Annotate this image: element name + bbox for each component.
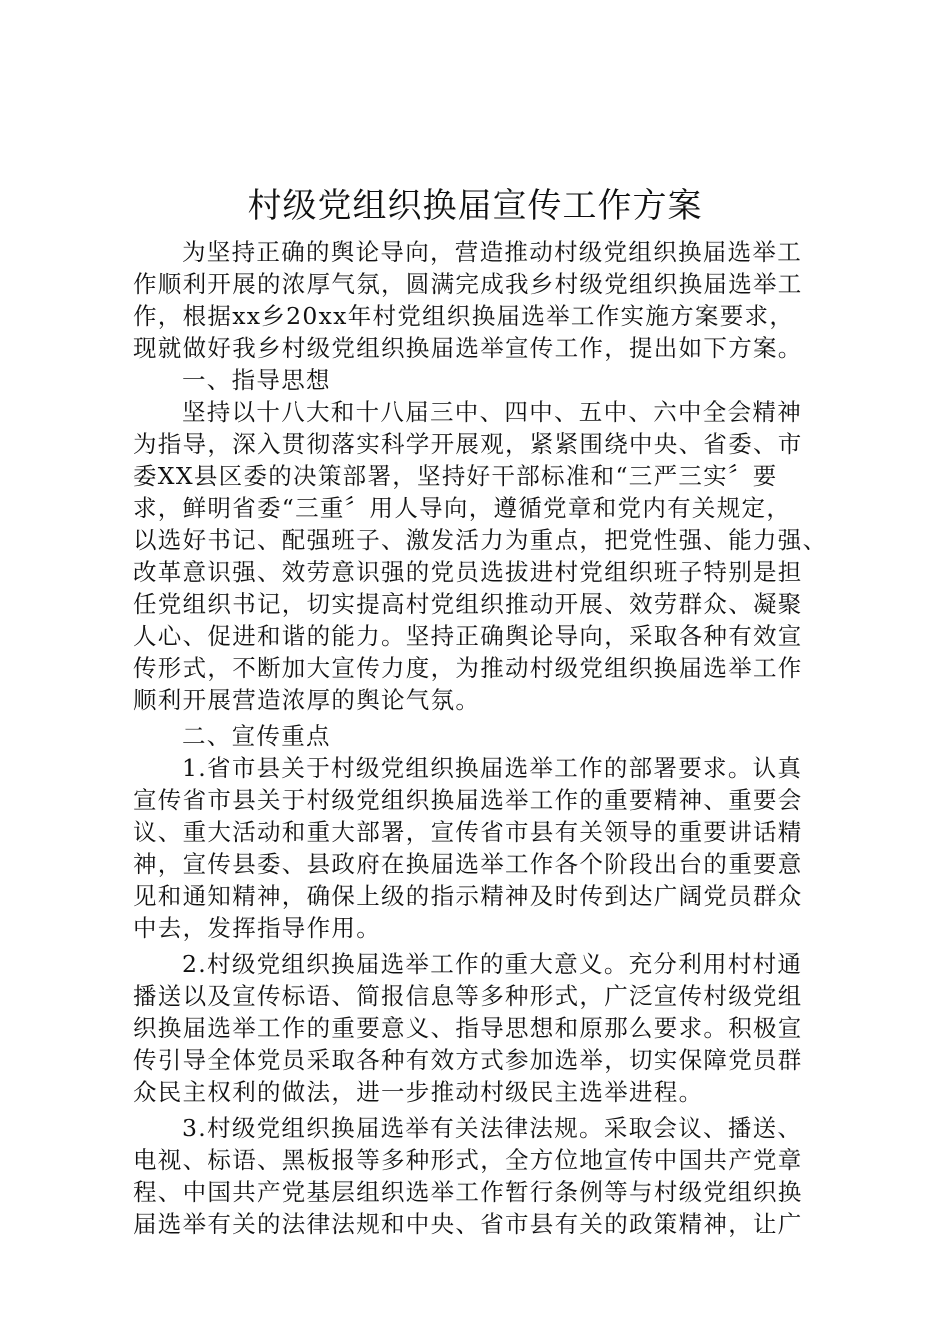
text-line: 委XX县区委的决策部署，坚持好干部标准和“三严三实〞要: [133, 462, 778, 490]
text-line: 众民主权利的做法，进一步推动村级民主选举进程。: [133, 1078, 704, 1106]
text-line: 宣传省市县关于村级党组织换届选举工作的重要精神、重要会: [133, 786, 803, 814]
text-line: 神，宣传县委、县政府在换届选举工作各个阶段出台的重要意: [133, 850, 803, 878]
text-line: 议、重大活动和重大部署，宣传省市县有关领导的重要讲话精: [133, 818, 803, 846]
text-line: 顺利开展营造浓厚的舆论气氛。: [133, 686, 481, 714]
text-line: 播送以及宣传标语、简报信息等多种形式，广泛宣传村级党组: [133, 982, 803, 1010]
text-line: 传引导全体党员采取各种有效方式参加选举，切实保障党员群: [133, 1046, 803, 1074]
body-text: [133, 236, 828, 1240]
page-title: 村级党组织换届宣传工作方案: [247, 186, 703, 226]
text-line: 届选举有关的法律法规和中央、省市县有关的政策精神，让广: [133, 1210, 803, 1238]
text-line: 改革意识强、效劳意识强的党员选拔进村党组织班子特别是担: [133, 558, 803, 586]
text-line: 以选好书记、配强班子、激发活力为重点，把党性强、能力强、: [133, 526, 828, 554]
text-line: 为指导，深入贯彻落实科学开展观，紧紧围绕中央、省委、市: [133, 430, 803, 458]
text-line: 作，根据xx乡20xx年村党组织换届选举工作实施方案要求，: [133, 302, 795, 330]
text-line: 二、宣传重点: [182, 722, 331, 750]
text-line: 程、中国共产党基层组织选举工作暂行条例等与村级党组织换: [133, 1178, 803, 1206]
text-line: 织换届选举工作的重要意义、指导思想和原那么要求。积极宣: [133, 1014, 803, 1042]
text-line: 一、指导思想: [182, 366, 331, 394]
text-line: 坚持以十八大和十八届三中、四中、五中、六中全会精神: [182, 398, 802, 426]
text-line: 任党组织书记，切实提高村党组织推动开展、效劳群众、凝聚: [133, 590, 803, 618]
text-line: 3.村级党组织换届选举有关法律法规。采取会议、播送、: [182, 1114, 803, 1142]
text-line: 见和通知精神，确保上级的指示精神及时传到达广阔党员群众: [133, 882, 803, 910]
text-line: 中去，发挥指导作用。: [133, 914, 381, 942]
text-line: 2.村级党组织换届选举工作的重大意义。充分利用村村通: [182, 950, 803, 978]
text-line: 1.省市县关于村级党组织换届选举工作的部署要求。认真: [182, 754, 803, 782]
text-line: 求，鲜明省委“三重〞用人导向，遵循党章和党内有关规定，: [133, 494, 792, 522]
text-line: 传形式，不断加大宣传力度，为推动村级党组织换届选举工作: [133, 654, 803, 682]
text-line: 现就做好我乡村级党组织换届选举宣传工作，提出如下方案。: [133, 334, 803, 362]
text-line: 人心、促进和谐的能力。坚持正确舆论导向，采取各种有效宣: [133, 622, 803, 650]
text-line: 作顺利开展的浓厚气氛，圆满完成我乡村级党组织换届选举工: [133, 270, 803, 298]
text-line: 为坚持正确的舆论导向，营造推动村级党组织换届选举工: [182, 238, 802, 266]
text-line: 电视、标语、黑板报等多种形式，全方位地宣传中国共产党章: [133, 1146, 803, 1174]
